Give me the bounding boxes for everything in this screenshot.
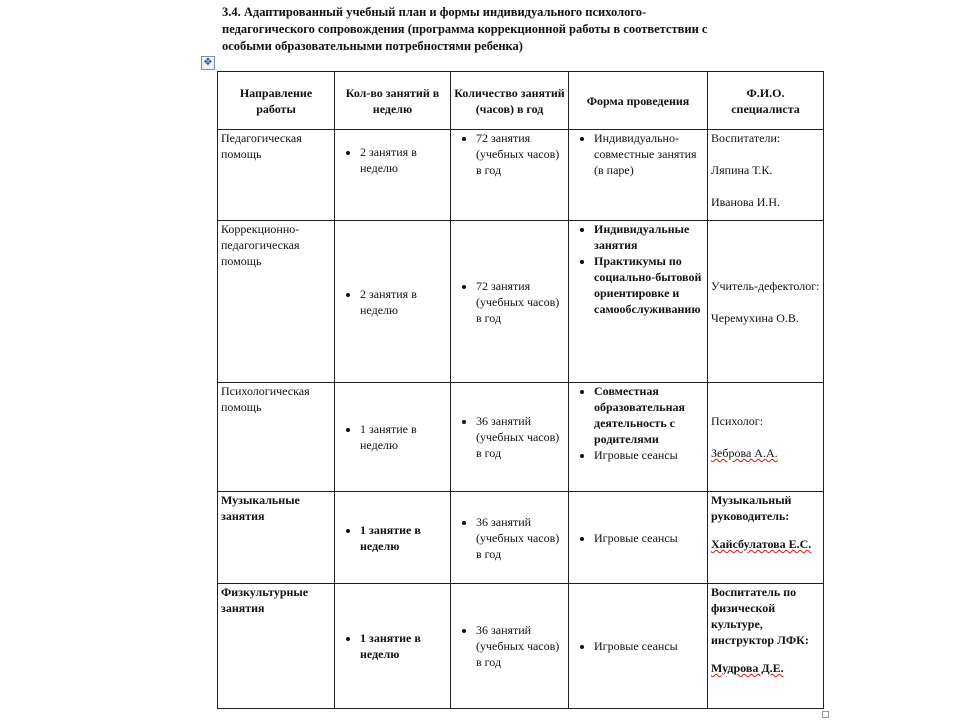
cell-specialist bbox=[708, 221, 824, 383]
cell-form bbox=[569, 130, 708, 221]
cell-form bbox=[569, 221, 708, 383]
cell-total bbox=[451, 584, 569, 709]
table-row bbox=[218, 130, 824, 221]
cell-specialist bbox=[708, 584, 824, 709]
list-item: • Игровые сеансы bbox=[594, 530, 704, 546]
cell-direction: Физкультурные занятия bbox=[218, 584, 335, 709]
header-specialist: Ф.И.О. специалиста bbox=[708, 72, 824, 130]
cell-total bbox=[451, 130, 569, 221]
specialist-role: Воспитатель по физической культуре, инструктор ЛФК: bbox=[711, 585, 809, 647]
list-item: • 72 занятия (учебных часов) в год bbox=[476, 130, 565, 178]
list-item: • Индивидуально-совместные занятия (в паре) bbox=[594, 130, 704, 178]
list-item: • 1 занятие в неделю bbox=[360, 522, 447, 554]
list-item: • Практикумы по социально-бытовой ориентировке и самообслуживанию bbox=[594, 253, 704, 317]
specialist-role: Воспитатели: bbox=[711, 131, 781, 145]
header-total: Количество занятий (часов) в год bbox=[451, 72, 569, 130]
specialist-name: Черемухина О.В. bbox=[711, 310, 799, 325]
cell-per-week bbox=[335, 383, 451, 492]
list-item: • 2 занятия в неделю bbox=[360, 144, 447, 176]
table-row bbox=[218, 584, 824, 709]
specialist-role: Музыкальный руководитель: bbox=[711, 493, 792, 523]
document-heading bbox=[222, 4, 822, 55]
cell-per-week bbox=[335, 130, 451, 221]
specialist-name: Мудрова Д.Е. bbox=[711, 661, 784, 675]
cell-per-week bbox=[335, 492, 451, 584]
specialist-role: Учитель-дефектолог: bbox=[711, 278, 820, 293]
list-item: • 1 занятие в неделю bbox=[360, 630, 447, 662]
cell-direction: Педагогическая помощь bbox=[218, 130, 335, 221]
cell-per-week bbox=[335, 221, 451, 383]
specialist-role: Психолог: bbox=[711, 414, 764, 428]
cell-total bbox=[451, 383, 569, 492]
header-per-week: Кол-во занятий в неделю bbox=[335, 72, 451, 130]
list-item: • Совместная образовательная деятельность с родителями bbox=[594, 383, 704, 447]
list-item: • 1 занятие в неделю bbox=[360, 421, 447, 453]
list-item: • 36 занятий (учебных часов) в год bbox=[476, 622, 565, 670]
specialist-name: Иванова И.Н. bbox=[711, 195, 781, 209]
cell-form bbox=[569, 383, 708, 492]
header-form: Форма проведения bbox=[569, 72, 708, 130]
plan-table bbox=[217, 71, 824, 709]
list-item: • Игровые сеансы bbox=[594, 447, 704, 463]
cell-direction: Музыкальные занятия bbox=[218, 492, 335, 584]
cell-direction: Психологическая помощь bbox=[218, 383, 335, 492]
heading-line-2: педагогического сопровождения (программа коррекционной работы в соответствии с bbox=[222, 22, 708, 36]
cell-per-week bbox=[335, 584, 451, 709]
cell-form bbox=[569, 584, 708, 709]
heading-line-3: особыми образовательными потребностями ребенка) bbox=[222, 39, 523, 53]
cell-specialist bbox=[708, 492, 824, 584]
cell-total bbox=[451, 492, 569, 584]
list-item: • 72 занятия (учебных часов) в год bbox=[476, 278, 565, 326]
cell-form bbox=[569, 492, 708, 584]
cell-total bbox=[451, 221, 569, 383]
table-row bbox=[218, 492, 824, 584]
table-move-handle-icon[interactable]: ✥ bbox=[201, 56, 215, 70]
list-item: • 36 занятий (учебных часов) в год bbox=[476, 514, 565, 562]
cell-direction: Коррекционно-педагогическая помощь bbox=[218, 221, 335, 383]
specialist-name: Зеброва А.А. bbox=[711, 446, 778, 460]
heading-line-1: 3.4. Адаптированный учебный план и формы индивидуального психолого- bbox=[222, 5, 647, 19]
table-row bbox=[218, 383, 824, 492]
table-resize-handle[interactable] bbox=[822, 711, 829, 718]
header-direction: Направление работы bbox=[218, 72, 335, 130]
list-item: • Индивидуальные занятия bbox=[594, 221, 704, 253]
list-item: • Игровые сеансы bbox=[594, 638, 704, 654]
cell-specialist bbox=[708, 383, 824, 492]
cell-specialist bbox=[708, 130, 824, 221]
list-item: • 36 занятий (учебных часов) в год bbox=[476, 413, 565, 461]
list-item: • 2 занятия в неделю bbox=[360, 286, 447, 318]
table-header-row bbox=[218, 72, 824, 130]
specialist-name: Хайсбулатова Е.С. bbox=[711, 537, 812, 551]
specialist-name: Ляпина Т.К. bbox=[711, 163, 773, 177]
table-row bbox=[218, 221, 824, 383]
